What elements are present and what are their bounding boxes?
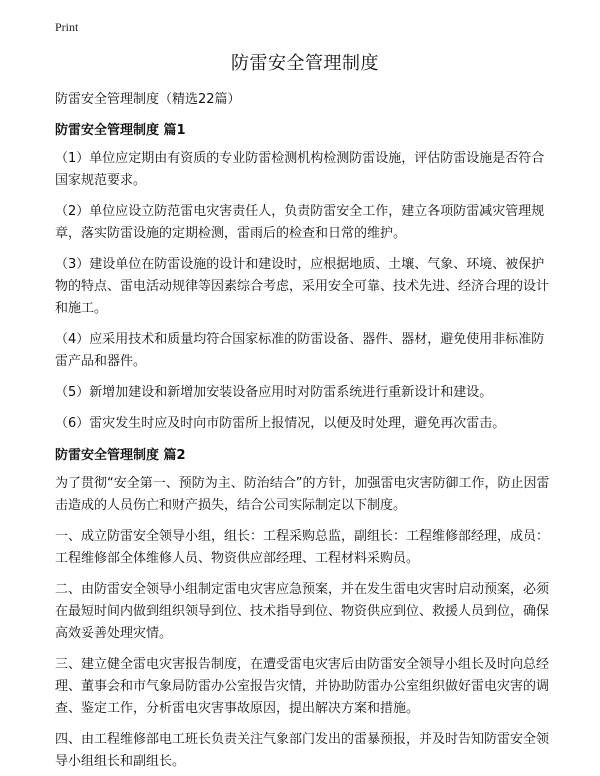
paragraph: （4）应采用技术和质量均符合国家标准的防雷设备、器件、器材，避免使用非标准防雷产品和器件。 [55,332,545,369]
paragraph: 三、建立健全雷电灾害报告制度，在遭受雷电灾害后由防雷安全领导小组长及时向总经理、董事会和市气象局防雷办公室报告灾情，并协助防雷办公室组织做好雷电灾害的调查、鉴定工作，分析雷电灾害事故原因，提出解决方案和措施。 [55,657,550,716]
document-subtitle: 防雷安全管理制度（精选22篇） [55,92,241,107]
paragraph: （6）雷灾发生时应及时向市防雷所上报情况，以便及时处理，避免再次雷击。 [55,416,506,431]
paragraph: 四、由工程维修部电工班长负责关注气象部门发出的雷暴预报，并及时告知防雷安全领导小组组长和副组长。 [55,732,550,769]
paragraph: （1）单位应定期由有资质的专业防雷检测机构检测防雷设施，评估防雷设施是否符合国家规范要求。 [55,151,545,188]
print-link[interactable]: Print [55,20,79,34]
paragraph: 二、由防雷安全领导小组制定雷电灾害应急预案，并在发生雷电灾害时启动预案，必须在最短时间内做到组织领导到位、技术指导到位、物资供应到位、救援人员到位，确保高效妥善处理灾情。 [55,582,550,641]
section-heading-2: 防雷安全管理制度 篇2 [55,448,186,463]
paragraph: （3）建设单位在防雷设施的设计和建设时，应根据地质、土壤、气象、环境、被保护物的特点、雷电活动规律等因素综合考虑，采用安全可靠、技术先进、经济合理的设计和施工。 [55,257,550,316]
paragraph: 为了贯彻“安全第一、预防为主、防治结合”的方针，加强雷电灾害防御工作，防止因雷击造成的人员伤亡和财产损失，结合公司实际制定以下制度。 [55,476,550,513]
paragraph: （5）新增加建设和新增加安装设备应用时对防雷系统进行重新设计和建设。 [55,385,493,400]
document-title: 防雷安全管理制度 [231,53,379,74]
paragraph: 一、成立防雷安全领导小组，组长：工程采购总监，副组长：工程维修部经理，成员：工程维修部全体维修人员、物资供应部经理、工程材料采购员。 [55,529,550,566]
paragraph: （2）单位应设立防范雷电灾害责任人，负责防雷安全工作，建立各项防雷减灾管理规章，落实防雷设施的定期检测，雷雨后的检查和日常的维护。 [55,204,545,241]
document-body [55,50,555,773]
section-heading-1: 防雷安全管理制度 篇1 [55,123,186,138]
